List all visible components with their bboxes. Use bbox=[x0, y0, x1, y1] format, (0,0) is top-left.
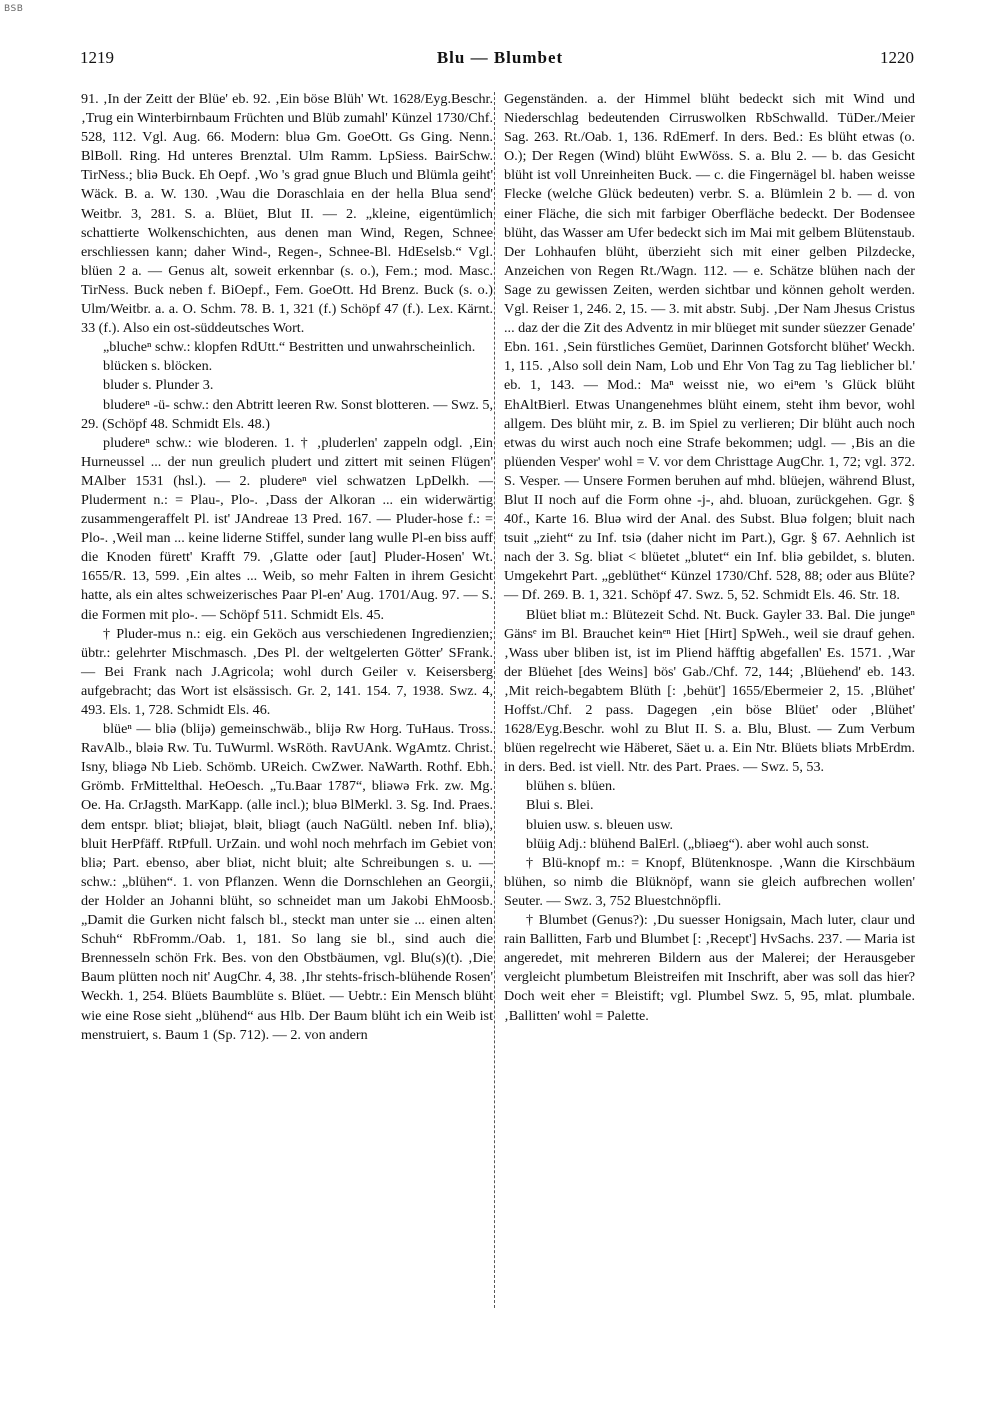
right-page-number: 1220 bbox=[880, 48, 914, 67]
running-title: Blu — Blumbet bbox=[436, 48, 564, 67]
library-stamp: BSB bbox=[4, 4, 24, 14]
entry-blueig: blüig Adj.: blühend BalErl. („bliəeg“). aber wohl auch sonst. bbox=[526, 835, 870, 852]
entry-blue-knopf: † Blü-knopf m.: = Knopf, Blütenknospe. ‚Wann die Kirschbäum blühen, so nimb die Blüknöpf, wann sie gleich aufbrechen wollen' Seuter. — Swz. 3, 752 Bluestchnöpfli. bbox=[504, 854, 915, 909]
entry-bluderen: bludereⁿ -ü- schw.: den Abtritt leeren Rw. Sonst blotteren. — Swz. 5, 29. (Schöpf 48. Schmidt Els. 48.) bbox=[81, 396, 493, 432]
entry-bluehen: blühen s. blüen. bbox=[526, 778, 616, 795]
entry-blueen: blüeⁿ — bliə (blijə) gemeinschwäb., blijə Rw Horg. TuHaus. Tross. RavAlb., bləiə Rw. Tu. TuWurml. WsRöth. RavUAnk. WgAmtz. Christ. Isny, bliəgə Nb Lieb. Schömb. UReich. CwZwer. NaWarth. Rothf. Ebh. Grömb. FrMittelthal. HeOesch. „Tu.Baar 1787“, bliəwə Frk. zw. Mg. Oe. Ha. CrJagsth. MarKapp. (alle incl.); bluə BlMerkl. 3. Sg. Ind. Praes. dem entspr. bliət; bliəjət, bləit, bliəgt (auch NaGültl. neben Inf. bliə), bluit HerPfäff. RtPfull. UrZain. und wohl noch mehrfach im Gebiet von bliə; Part. ebenso, aber bliət, nicht bluit; alte Schreibungen s. u. — schw.: „blühen“. 1. von Pflanzen. Wenn die Dornschlehen an Georgii, der Holder an Johanni blüht, so schneidet man um Jakobi EhMoosb. „Damit die Gurken nicht falsch bl., steckt man unter sie ... einen alten Schuh“ RbFromm./Oab. 1, 181. So lang sie bl., sind auch die Brennesseln schön Frk. Bes. von den Obstbäumen, vgl. Blu(s)(t). ‚Die Baum plütten noch nit' AugChr. 4, 38. ‚Ihr stehts-frisch-blühende Rosen' Weckh. 1, 254. Blüets Baumblüte s. Blüet. — Uebtr.: Ein Mensch blüht wie eine Rose sieht „blühend“ aus Hlb. Der Baum blüht ich ein Weib ist menstruiert, s. Baum 1 (Sp. 712). — 2. von andern bbox=[81, 721, 493, 1043]
left-column bbox=[81, 90, 493, 1045]
entry-pluderen: pludereⁿ schw.: wie bloderen. 1. † ‚pluderlen' zappeln odgl. ‚Ein Hurneussel ... der nun greulich pludert und zittert mit seinen Flügen' MAlber 1531 (hsl.). — 2. pludereⁿ viel schwatzen LpDelkh. — Pluderment n.: = Plau-, Plo-. ‚Dass der Alkoran ... ein widerwärtig zusammengeraffelt Pl. ist' JAndreae 13 Pred. 167. — Pluder-hose f.: = Plo-. ‚Weil man ... keine liderne Stiffel, sunder lang wulle Pl-en biss auff die Knoden fürett' Krafft 79. ‚Glatte oder [aut] Pluder-Hosen' Wt. 1655/R. 13, 599. ‚Ein altes ... Weib, so mehr Falten in ihrem Gesicht hatte, als ein altes schweizerisches Paar Pl-en' Aug. 1701/Aug. 97. — S. die Formen mit plo-. — Schöpf 511. Schmidt Els. 45. bbox=[81, 434, 493, 623]
entry-pluder-mus: † Pluder-mus n.: eig. ein Geköch aus verschiedenen Ingredienzien; übtr.: gelehrter Mischmasch. ‚Des Pl. der weltgelerten Götter' SFrank. — Bei Frank nach J.Agricola; wohl durch Geiler v. Keisersberg aufgebracht; das Wort ist elsässisch. Gr. 2, 141. 154. 7, 1938. Swz. 4, 493. Els. 1, 728. Schmidt Els. 46. bbox=[81, 625, 493, 718]
entry-blumbet: † Blumbet (Genus?): ‚Du suesser Honigsain, Mach luter, claur und rain Ballitten, Farb und Blumbet [: ‚Recept'] HvSachs. 237. — Maria ist angeredet, mit mehreren Bildern aus der Malerei; der Herausgeber vergleicht plumbetum Bleistreifen mit Inschrift, aber was soll das hier? Doch weit eher = Bleistift; vgl. Plumbel Swz. 5, 95, mlat. plumbale. ‚Ballitten' wohl = Palette. bbox=[504, 912, 915, 1024]
entry-blui: Blui s. Blei. bbox=[526, 797, 594, 814]
entry-blu-continued: 91. ‚In der Zeitt der Blüe' eb. 92. ‚Ein böse Blüh' Wt. 1628/Eyg.Beschr. ‚Trug ein Winterbirnbaum Früchten und Blüb zumahl' Künzel 1730/Chf. 528, 112. Vgl. Aug. 66. Modern: bluə Gm. GoeOtt. Gs Ging. Nenn. BlBoll. Ring. Hd unteres Brenztal. Ulm Ramm. LpSiess. BairSchw. TirNess.; bliə Buck. Eh Oepf. ‚Wo 's grad gnue Bluch und Blümla geiht' Wäck. B. a. W. 130. ‚Wau die Doraschlaia en der hella Blua send' Weitbr. 3, 281. S. a. Blüet, Blut II. — 2. „kleine, eigentümlich schattierte Wolkenschichten, aus denen man Wind, Regen, Schnee erschliessen kann; daher Wind-, Regen-, Schnee-Bl. HdEselsb.“ Vgl. blüen 2 a. — Genus alt, soweit erkennbar (s. o.), Fem.; mod. Masc. TirNess. Buck neben f. BiOepf., Fem. GoeOtt. Hd Brenz. Buck (s. o.) Ulm/Weitbr. a. a. O. Schm. 78. B. 1, 321 (f.) Schöpf 47 (f.). Lex. Kärnt. 33 (f.). Also ein ost-süddeutsches Wort. bbox=[81, 91, 493, 337]
left-page-number: 1219 bbox=[80, 48, 114, 67]
entry-bluchen: „blucheⁿ schw.: klopfen RdUtt.“ Bestritten und unwahrscheinlich. bbox=[103, 339, 476, 356]
entry-blueen-continued: Gegenständen. a. der Himmel blüht bedeckt sich mit Wind und Niederschlag bedeutenden Cirruswolken RbSchwalld. TüDer./Meier Sag. 263. Rt./Oab. 1, 136. RdEmerf. In ders. Bed.: Es blüht etwas (o. O.); Der Regen (Wind) blüht EwWöss. S. a. Blu 2. — b. das Gesicht blüht ist voll Unreinheiten Buck. — c. die Fingernägel bl. haben weisse Flecke (welche Glück bedeuten) verbr. S. a. Blümlein 2 b. — d. von einer Fläche, die sich mit farbiger Oberfläche bedeckt. Der Bodensee blüht, das Wasser am Ufer bedeckt sich im Mai mit gelbem Blütenstaub. Der Lohhaufen blüht, überzieht sich mit einer gelben Pilzdecke, Anzeichen von Regen Rt./Wagn. 112. — e. Schätze blühen nach der Sage zu gewissen Zeiten, werden sichtbar und können geholt werden. Vgl. Reiser 1, 246. 2, 15. — 3. mit abstr. Subj. ‚Der Nam Jhesus Cristus ... daz der die Zit des Adventz in mir blüeget mit sunder süezzer Genade' Ebn. 161. ‚Sein fürstliches Gemüet, Darinnen Gotsforcht blühet' Weckh. 1, 115. ‚Also soll dein Nam, Lob und Ehr Von Tag zu Tag lieblicher bl.' eb. 1, 143. — Mod.: Maⁿ weisst nie, wo eiⁿem 's Glück blüht EhAltBierl. Etwas Unangenehmes blüht einem, steht ihm bevor, wohl allgem. Des blüht mir, z. B. im Spiel zu verlieren; Dir blüht auch noch etwas du wirst auch noch eine Strafe bekommen; udgl. — ‚Bis an die plüenden Vesper' wohl = V. vor dem Christtage AugChr. 1, 72; vgl. 372. S. Vesper. — Unsere Formen beruhen auf mhd. blüejen, während Blust, Blut II noch auf die Form ohne -j-, ahd. bluoan, zurückgehen. Ggr. § 40f., Karte 16. Bluə wird der Anal. des Subst. Bluə folgen; bluit nach tsuit „zieht“ zu Inf. tsiə (daher nicht im Part.), Ggr. § 67. Aehnlich ist nach der 3. Sg. bliət < blüetet „blutet“ ein Inf. bliə gebildet, s. bluten. Umgekehrt Part. „geblüthet“ Künzel 1730/Chf. 528, 88; oder aus Blüte? — Df. 269. B. 1, 321. Schöpf 47. Swz. 5, 52. Schmidt Els. 46. Str. 18. bbox=[504, 91, 915, 604]
entry-bluder: bluder s. Plunder 3. bbox=[103, 377, 214, 394]
entry-bluecken: blücken s. blöcken. bbox=[103, 358, 213, 375]
entry-bluien: bluien usw. s. bleuen usw. bbox=[526, 816, 674, 833]
column-divider bbox=[494, 92, 495, 1308]
right-column bbox=[504, 90, 915, 1026]
entry-blueet: Blüet bliət m.: Blütezeit Schd. Nt. Buck. Gayler 33. Bal. Die jungeⁿ Gänsᵉ im Bl. Brauchet keinᵉⁿ Hiet [Hirt] SpWeh., weil sie drauf gehen. ‚Wass uber bliben ist, ist im Pliend häfftig abgefallen' Es. 1571. ‚War der Blüehet [des Weins] bös' Gab./Chf. 72, 144; ‚Blüehend' eb. 143. ‚Mit reich-begabtem Blüth [: ‚behüt'] 1655/Ebermeier 2, 15. ‚Blühet' Hoffst./Chf. 2 pass. Dagegen ‚ein böse Blüet' oder ‚Blühet' 1628/Eyg.Beschr. wohl zu Blut II. S. a. Blu, Blust. — Zum Verbum blüen regelrecht wie Häberet, Säet u. a. Ein Ntr. Blüets bliəts MrbErdm. in ders. Bed. ist viell. Ntr. des Part. Praes. — Swz. 5, 53. bbox=[504, 606, 915, 776]
